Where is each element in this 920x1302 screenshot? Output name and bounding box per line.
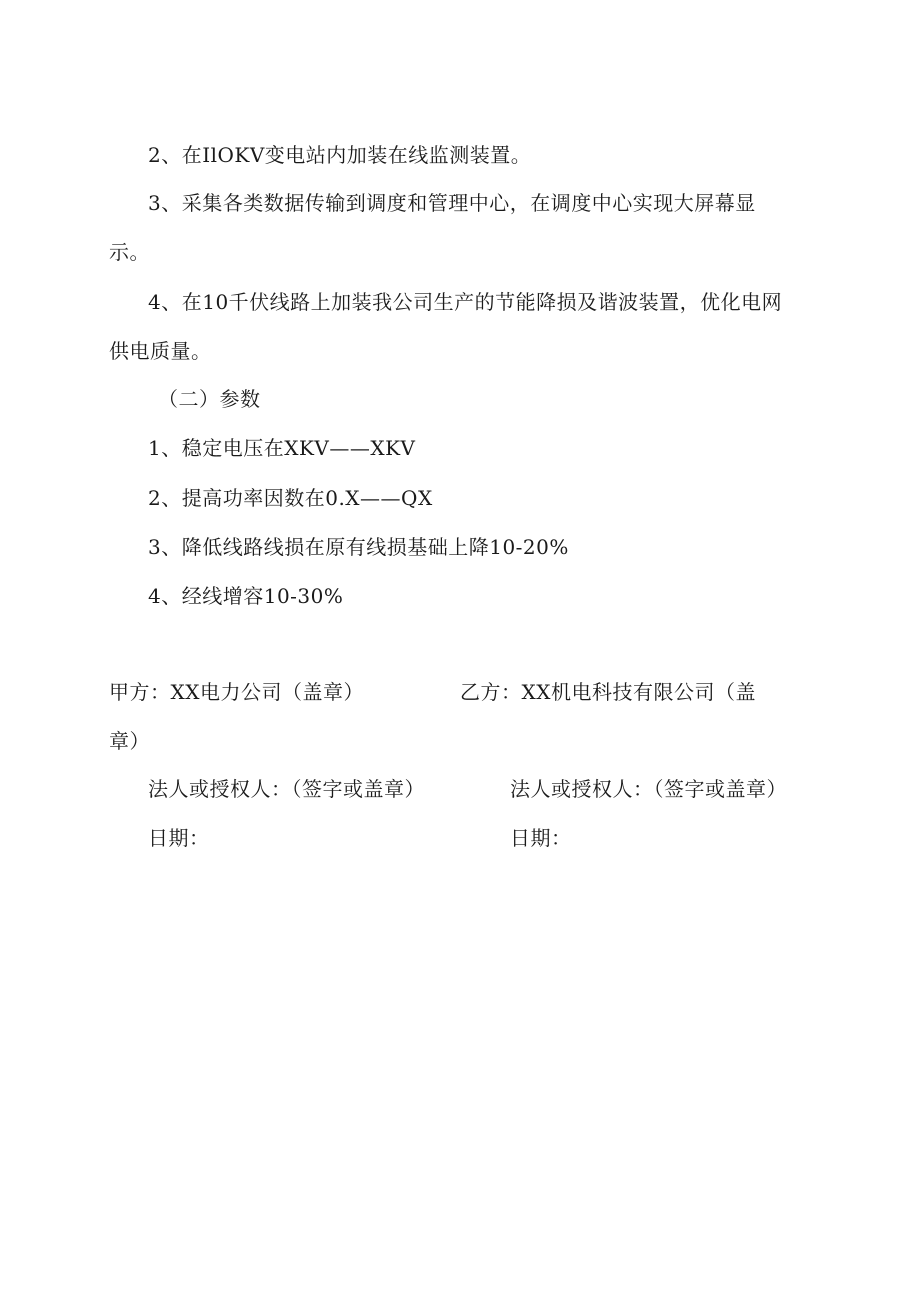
list-item-4-line-1: 4、在10千伏线路上加装我公司生产的节能降损及谐波装置，优化电网 (148, 290, 783, 314)
param-item-4: 4、经线增容10-30% (148, 584, 344, 608)
param-item-1: 1、稳定电压在XKV——XKV (148, 436, 416, 460)
list-item-2: 2、在IlOKV变电站内加装在线监测装置。 (148, 143, 532, 167)
party-b-date: 日期： (510, 826, 572, 850)
param-item-2: 2、提高功率因数在0.X——QX (148, 486, 433, 510)
party-a-representative: 法人或授权人：（签字或盖章） (148, 777, 425, 801)
party-b-label-line-2: 章） (109, 729, 150, 753)
party-a-date: 日期： (148, 826, 210, 850)
list-item-3-line-1: 3、采集各类数据传输到调度和管理中心，在调度中心实现大屏幕显 (148, 191, 756, 215)
party-a-label: 甲方：XX电力公司（盖章） (109, 680, 364, 704)
party-b-representative: 法人或授权人：（签字或盖章） (510, 777, 787, 801)
party-b-label-line-1: 乙方：XX机电科技有限公司（盖 (460, 680, 756, 704)
list-item-3-line-2: 示。 (109, 240, 150, 264)
section-heading-params: （二）参数 (158, 387, 261, 411)
list-item-4-line-2: 供电质量。 (109, 339, 212, 363)
param-item-3: 3、降低线路线损在原有线损基础上降10-20% (148, 535, 569, 559)
